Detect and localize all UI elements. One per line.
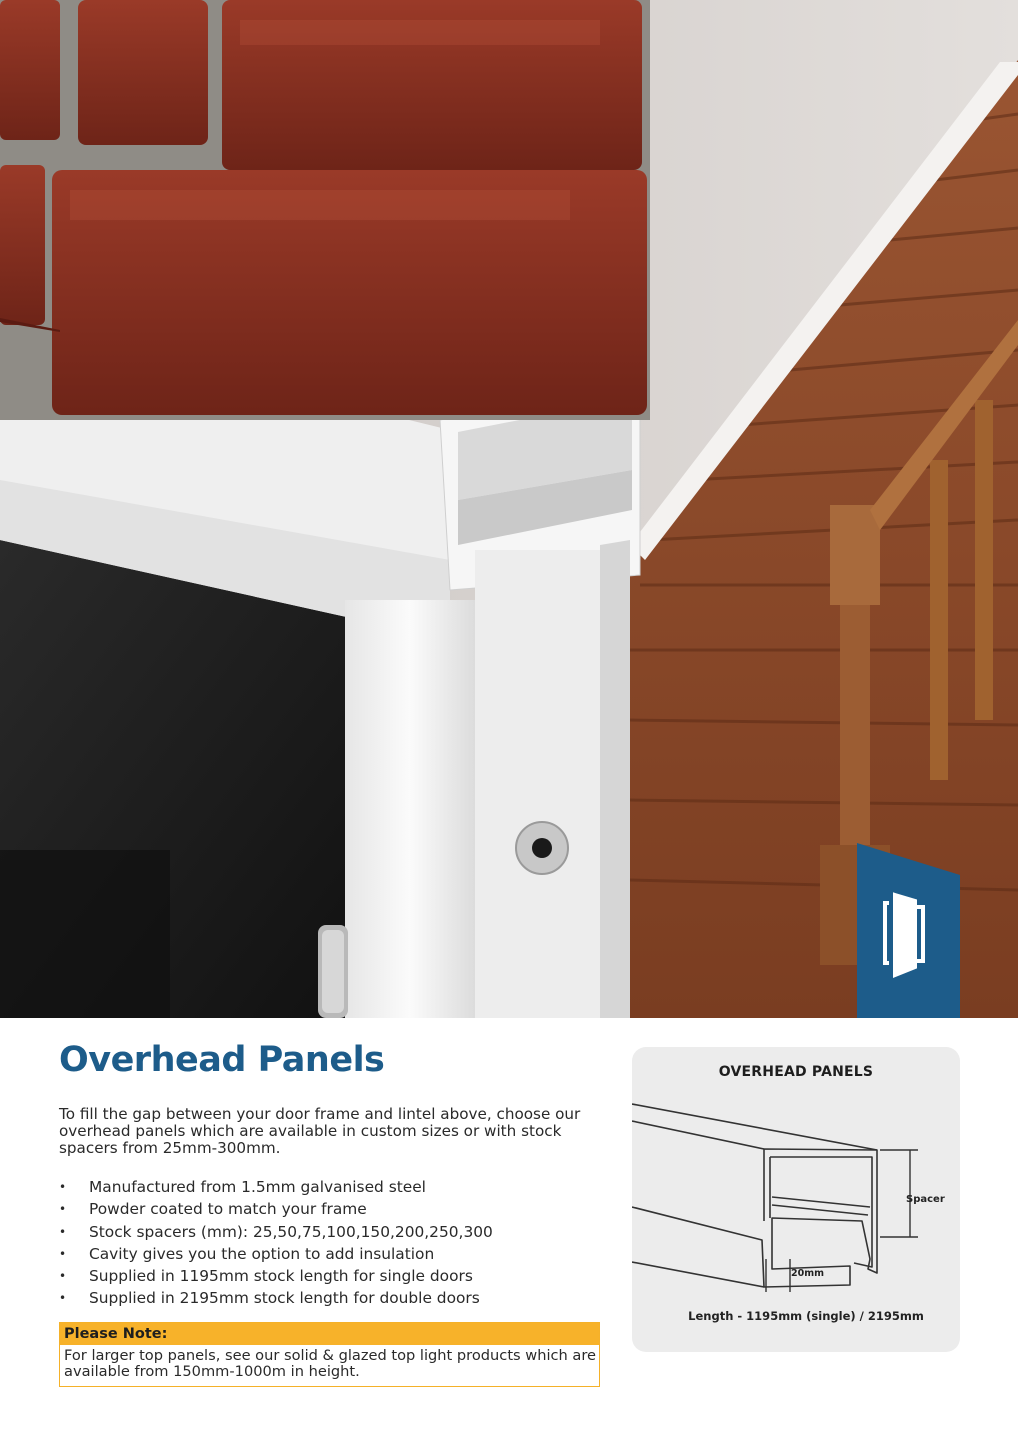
list-item: • Stock spacers (mm): 25,50,75,100,150,200,250,300	[59, 1222, 493, 1241]
bullet-icon: •	[59, 1269, 67, 1284]
list-item: • Powder coated to match your frame	[59, 1200, 367, 1219]
diagram-card	[632, 1047, 960, 1352]
length-label: Length - 1195mm (single) / 2195mm	[688, 1309, 924, 1323]
bullet-icon: •	[59, 1246, 67, 1261]
list-item: • Manufactured from 1.5mm galvanised steel	[59, 1178, 426, 1196]
bullet-icon: •	[59, 1202, 67, 1217]
feature-list	[59, 1176, 493, 1310]
spacer-label: Spacer	[906, 1194, 945, 1205]
overhead-panel-diagram	[632, 1047, 960, 1352]
list-item: • Supplied in 2195mm stock length for double doors	[59, 1289, 480, 1308]
list-item: • Cavity gives you the option to add insulation	[59, 1244, 435, 1263]
bullet-icon: •	[59, 1291, 67, 1306]
intro-paragraph: To fill the gap between your door frame and lintel above, choose our overhead panels which are available in custom sizes or with stock spacers from 25mm-300mm.	[59, 1105, 581, 1157]
bullet-icon: •	[59, 1224, 67, 1239]
note-heading: Please Note:	[60, 1323, 599, 1345]
lip-label: 20mm	[791, 1268, 825, 1279]
page-title: Overhead Panels	[59, 1040, 385, 1080]
diagram-title: OVERHEAD PANELS	[718, 1064, 874, 1080]
note-body: For larger top panels, see our solid & glazed top light products which are available from 150mm-1000m in height.	[64, 1347, 597, 1380]
list-item: • Supplied in 1195mm stock length for single doors	[59, 1267, 473, 1286]
brand-badge	[857, 843, 960, 1018]
bullet-icon: •	[59, 1180, 67, 1194]
note-box	[59, 1322, 600, 1387]
